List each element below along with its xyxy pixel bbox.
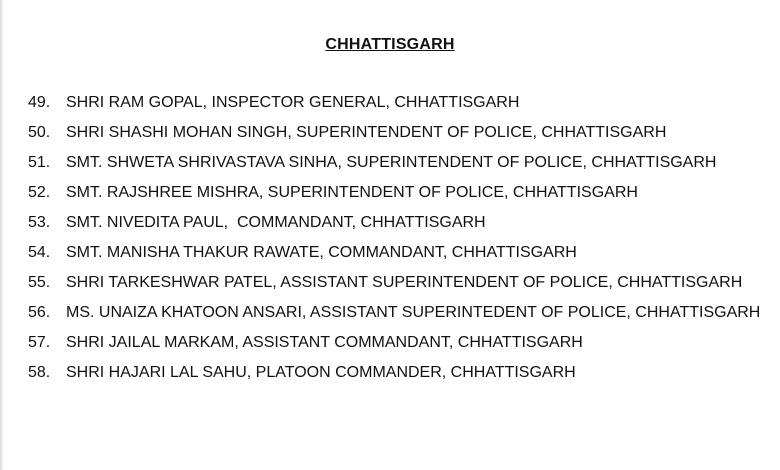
page-edge-shadow [0,0,4,470]
item-number: 50. [28,124,51,141]
item-text: SHRI HAJARI LAL SAHU, PLATOON COMMANDER, CHHATTISGARH [66,364,576,381]
list-item [28,328,780,358]
item-text: SHRI SHASHI MOHAN SINGH, SUPERINTENDENT OF POLICE, CHHATTISGARH [66,124,667,141]
item-text: SMT. SHWETA SHRIVASTAVA SINHA, SUPERINTENDENT OF POLICE, CHHATTISGARH [66,154,717,171]
list-item [28,88,780,118]
item-text: SHRI RAM GOPAL, INSPECTOR GENERAL, CHHATTISGARH [66,94,520,111]
item-number: 53. [28,214,51,231]
list-item [28,298,780,328]
list-item [28,238,780,268]
section-heading: CHHATTISGARH [325,36,455,53]
list-item [28,268,780,298]
item-number: 52. [28,184,51,201]
item-number: 49. [28,94,51,111]
item-text: SHRI JAILAL MARKAM, ASSISTANT COMMANDANT, CHHATTISGARH [66,334,583,351]
list-item [28,178,780,208]
item-number: 56. [28,304,51,321]
item-number: 51. [28,154,51,171]
list-item [28,118,780,148]
item-text: SHRI TARKESHWAR PATEL, ASSISTANT SUPERINTENDENT OF POLICE, CHHATTISGARH [66,274,743,291]
item-number: 57. [28,334,51,351]
list-item [28,208,780,238]
item-text: MS. UNAIZA KHATOON ANSARI, ASSISTANT SUPERINTEDENT OF POLICE, CHHATTISGARH [66,304,761,321]
item-number: 58. [28,364,51,381]
list-item [28,148,780,178]
list-item [28,358,780,388]
item-text: SMT. MANISHA THAKUR RAWATE, COMMANDANT, CHHATTISGARH [66,244,577,261]
item-number: 55. [28,274,51,291]
item-text: SMT. RAJSHREE MISHRA, SUPERINTENDENT OF POLICE, CHHATTISGARH [66,184,638,201]
awardee-list [28,88,780,388]
item-text: SMT. NIVEDITA PAUL, COMMANDANT, CHHATTISGARH [66,214,486,231]
item-number: 54. [28,244,51,261]
